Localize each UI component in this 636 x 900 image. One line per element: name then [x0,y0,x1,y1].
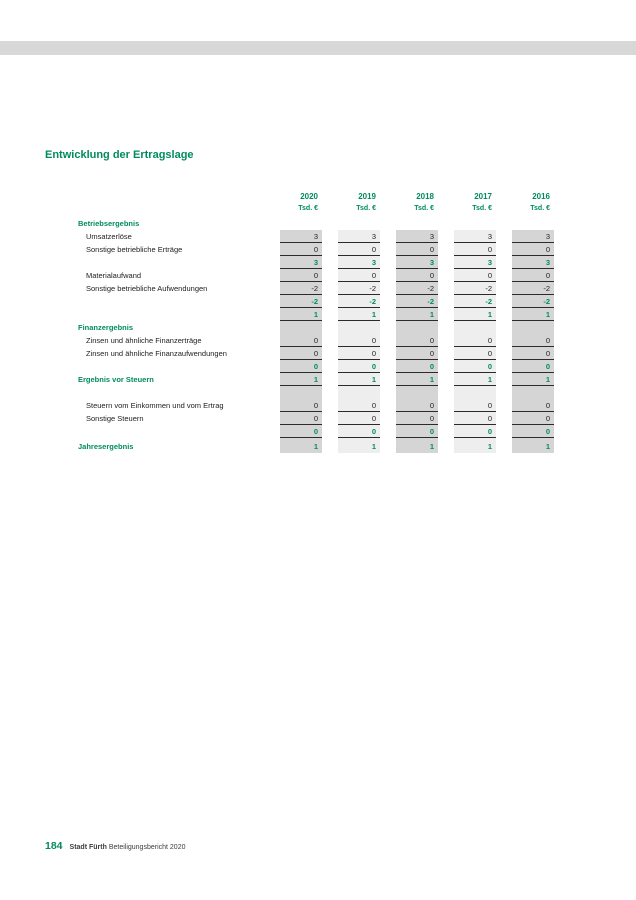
value-cell: 0 [512,347,554,360]
value-cell: 0 [512,399,554,412]
value-cell: 1 [454,373,496,386]
value-cell: 0 [396,399,438,412]
value-cell: 0 [454,399,496,412]
row-label: Umsatzerlöse [86,232,132,241]
publication-label [70,844,186,851]
value-cell: 3 [454,256,496,269]
value-cell [454,217,496,230]
value-cell: 0 [396,412,438,425]
table-row [78,334,564,347]
value-cell [512,321,554,334]
value-cell: 3 [280,230,322,243]
value-cell: -2 [280,282,322,295]
value-cell: 1 [338,438,380,453]
value-cell: 0 [280,243,322,256]
unit-label: Tsd. € [298,205,318,212]
value-cell: 0 [338,412,380,425]
unit-label: Tsd. € [356,205,376,212]
value-cell [512,217,554,230]
value-cell: 0 [396,425,438,438]
row-label [78,256,264,269]
publication-title: Beteiligungsbericht 2020 [108,844,186,851]
page-footer [45,840,185,852]
value-cell: 0 [280,269,322,282]
value-cell: 0 [396,243,438,256]
value-cell: 1 [280,308,322,321]
value-cell: 3 [512,256,554,269]
row-label: Steuern vom Einkommen und vom Ertrag [86,401,224,410]
value-cell: -2 [512,282,554,295]
row-label [78,308,264,321]
year-header: 2018 [416,192,434,201]
unit-label: Tsd. € [530,205,550,212]
value-cell [396,217,438,230]
value-cell: 1 [396,373,438,386]
value-cell: 0 [512,334,554,347]
row-label: Sonstige betriebliche Aufwendungen [86,284,208,293]
value-cell [280,386,322,399]
value-cell: 3 [396,256,438,269]
table-year-header [78,191,564,203]
table-body [78,217,564,453]
value-cell: 0 [454,412,496,425]
unit-label: Tsd. € [414,205,434,212]
value-cell: 0 [454,425,496,438]
row-label: Ergebnis vor Steuern [78,375,154,384]
value-cell: 0 [338,360,380,373]
value-cell: -2 [454,295,496,308]
value-cell: 1 [396,438,438,453]
value-cell [512,386,554,399]
table-row [78,243,564,256]
value-cell: 1 [454,308,496,321]
value-cell: 0 [396,269,438,282]
value-cell: -2 [280,295,322,308]
table-row [78,425,564,438]
value-cell: 0 [338,399,380,412]
year-header: 2017 [474,192,492,201]
value-cell: -2 [338,282,380,295]
value-cell [396,386,438,399]
value-cell: 0 [396,347,438,360]
value-cell: 3 [280,256,322,269]
page-number: 184 [45,840,63,852]
value-cell: 3 [338,256,380,269]
row-label [78,425,264,438]
table-row [78,386,564,399]
row-label: Materialaufwand [86,271,142,280]
table-unit-header [78,203,564,217]
value-cell: 0 [454,243,496,256]
value-cell: 0 [280,334,322,347]
table-row [78,373,564,386]
value-cell: 3 [338,230,380,243]
value-cell: 0 [280,399,322,412]
value-cell: 3 [512,230,554,243]
header-spacer [78,191,264,203]
value-cell: 0 [512,360,554,373]
value-cell: 0 [512,412,554,425]
value-cell [280,321,322,334]
value-cell: 1 [512,373,554,386]
table-row [78,321,564,334]
value-cell: -2 [338,295,380,308]
value-cell: 1 [512,308,554,321]
value-cell: -2 [454,282,496,295]
page-title: Entwicklung der Ertragslage [45,149,194,161]
value-cell: 1 [280,438,322,453]
row-label: Betriebsergebnis [78,219,140,228]
table-row [78,347,564,360]
table-row [78,282,564,295]
value-cell: 0 [280,412,322,425]
value-cell: 0 [280,425,322,438]
year-header: 2016 [532,192,550,201]
table-row [78,295,564,308]
value-cell: 1 [454,438,496,453]
table-row [78,269,564,282]
row-label: Zinsen und ähnliche Finanzerträge [86,336,202,345]
value-cell: -2 [512,295,554,308]
value-cell: 1 [280,373,322,386]
row-label: Zinsen und ähnliche Finanzaufwendungen [86,349,227,358]
value-cell: 0 [338,347,380,360]
header-spacer [78,203,264,215]
value-cell: 0 [338,269,380,282]
value-cell [338,386,380,399]
value-cell: -2 [396,295,438,308]
table-row [78,308,564,321]
table-row [78,438,564,453]
value-cell: 0 [396,334,438,347]
unit-label: Tsd. € [472,205,492,212]
table-row [78,256,564,269]
value-cell: 0 [280,347,322,360]
value-cell: 0 [396,360,438,373]
row-label [78,295,264,308]
table-row [78,217,564,230]
year-header: 2019 [358,192,376,201]
value-cell [396,321,438,334]
value-cell: 1 [512,438,554,453]
value-cell: 0 [512,243,554,256]
top-gray-bar [0,41,636,55]
value-cell: 1 [396,308,438,321]
table-row [78,230,564,243]
year-header: 2020 [300,192,318,201]
value-cell: 0 [338,425,380,438]
value-cell: 1 [338,373,380,386]
row-label [78,386,264,399]
value-cell: 0 [454,360,496,373]
value-cell: -2 [396,282,438,295]
table-row [78,399,564,412]
value-cell: 0 [512,425,554,438]
earnings-table [78,191,564,453]
value-cell [338,217,380,230]
row-label: Sonstige betriebliche Erträge [86,245,183,254]
row-label [78,360,264,373]
value-cell: 0 [454,269,496,282]
table-row [78,412,564,425]
table-row [78,360,564,373]
row-label: Jahresergebnis [78,442,134,451]
publication-name: Stadt Fürth [69,844,107,851]
value-cell: 3 [396,230,438,243]
value-cell: 0 [280,360,322,373]
value-cell: 0 [454,334,496,347]
value-cell: 0 [338,334,380,347]
value-cell: 3 [454,230,496,243]
value-cell: 0 [338,243,380,256]
value-cell: 0 [512,269,554,282]
value-cell [454,386,496,399]
value-cell [280,217,322,230]
value-cell [454,321,496,334]
row-label: Finanzergebnis [78,323,134,332]
value-cell: 0 [454,347,496,360]
value-cell [338,321,380,334]
value-cell: 1 [338,308,380,321]
row-label: Sonstige Steuern [86,414,144,423]
